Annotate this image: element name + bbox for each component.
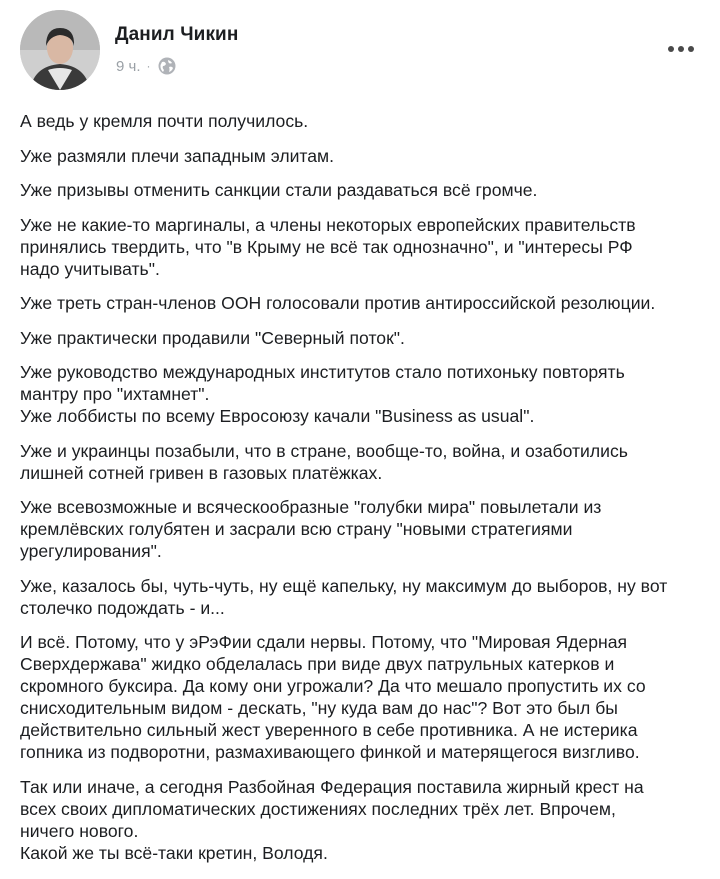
meta-separator: · [146,59,151,73]
post-text-line: скромного буксира. Да кому они угрожали? Да что мешало пропустить их со [20,676,646,696]
post-text-line: Сверхдержава" жидко обделалась при виде двух патрульных катерков и [20,654,615,674]
more-dot [688,46,694,52]
post-paragraph [20,631,710,763]
more-dot [678,46,684,52]
post-paragraph [20,361,710,427]
post-paragraph [20,179,710,201]
post-text-line: Уже размяли плечи западным элитам. [20,145,335,166]
post-text-line: Уже призывы отменить санкции стали раздаваться всё громче. [20,180,538,200]
post-paragraph [20,440,710,484]
more-options-icon[interactable] [668,46,694,52]
post-text-line: Уже, казалось бы, чуть-чуть, ну ещё капельку, ну максимум до выборов, ну вот [20,575,668,596]
post-text-line: действительно сильный жест уверенного в себе противника. А не истерика [20,720,638,740]
avatar[interactable] [20,10,100,90]
post-text-line: гопника из подворотни, размахивающего финкой и матерящегося визгливо. [20,742,640,762]
post-time[interactable]: 9 ч. [116,57,141,75]
post-text [20,110,710,876]
post-text-line: Какой же ты всё-таки кретин, Володя. [20,842,328,863]
avatar-photo [20,10,100,90]
more-dot [668,46,674,52]
post-text-line: А ведь у кремля почти получилось. [20,111,309,131]
post-text-line: И всё. Потому, что у эРэФии сдали нервы. Потому, что "Мировая Ядерная [20,632,628,652]
post-paragraph [20,145,710,167]
post-text-line: принялись твердить, что "в Крыму не всё так однозначно", и "интересы РФ [20,236,633,257]
post-paragraph [20,214,710,280]
post-text-line: кремлёвских голубятен и засрали всю страну "новыми стратегиями [20,519,573,539]
post-text-line: Уже всевозможные и всяческообразные "голубки мира" повылетали из [20,497,602,517]
post-text-line: всех своих дипломатических достижениях последних трёх лет. Впрочем, [20,798,616,819]
post-text-line: ничего нового. [20,820,139,841]
post-paragraph [20,575,710,619]
post-text-line: Уже треть стран-членов ООН голосовали против антироссийской резолюции. [20,293,656,313]
post-text-line: Уже не какие-то маргиналы, а члены некоторых европейских правительств [20,214,636,235]
post-text-line: Уже и украинцы позабыли, что в стране, вообще-то, война, и озаботились [20,440,628,461]
post-meta [116,56,177,76]
post-text-line: столечко подождать - и... [20,597,225,618]
post-paragraph [20,292,710,314]
author-name[interactable]: Данил Чикин [115,24,239,45]
post-text-line: снисходительным видом - дескать, "ну куда вам до нас"? Вот это был бы [20,698,618,718]
post-text-line: надо учитывать". [20,258,160,279]
post-text-line: Уже практически продавили "Северный поток". [20,327,405,348]
post-paragraph [20,776,710,864]
globe-icon[interactable] [157,56,177,76]
post-header [20,10,700,94]
post-text-line: Уже руководство международных институтов стало потихоньку повторять [20,362,625,382]
post-paragraph [20,110,710,132]
post-text-line: Так или иначе, а сегодня Разбойная Федерация поставила жирный крест на [20,776,644,797]
post-text-line: мантру про "ихтамнет". [20,384,210,404]
post-paragraph [20,496,710,562]
post-text-line: лишней сотней гривен в газовых платёжках. [20,462,383,483]
post-paragraph [20,327,710,349]
post-text-line: Уже лоббисты по всему Евросоюзу качали "Business as usual". [20,406,535,426]
post-text-line: урегулирования". [20,541,162,561]
